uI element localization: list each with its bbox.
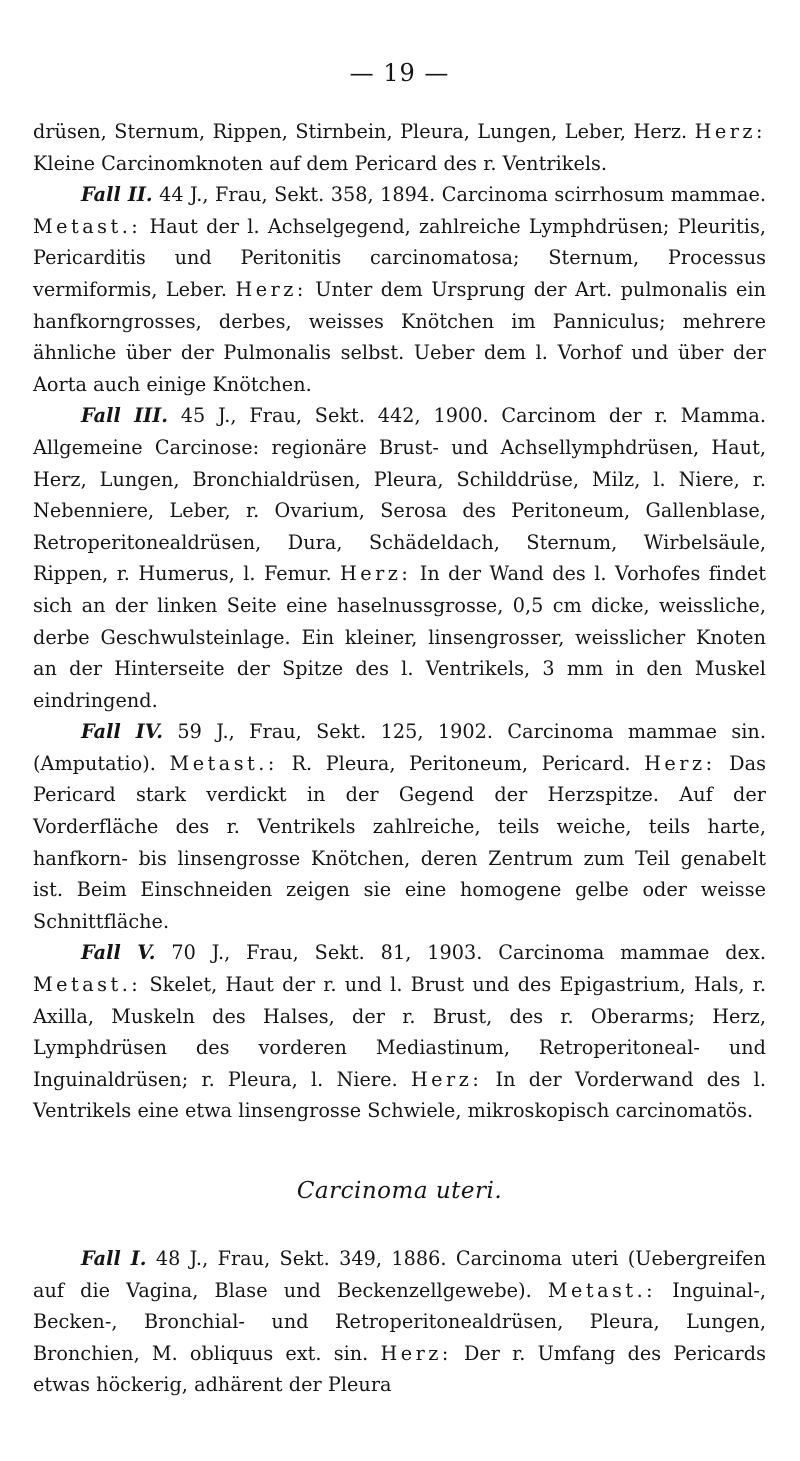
section-heading: Carcinoma uteri.: [296, 1178, 503, 1204]
metast-text: Inguinal-, Becken-, Bronchial- und Retroperitonealdrüsen, Pleura, Lungen, Bronchien, M. obliquus ext. sin.: [33, 1278, 766, 1365]
continuation-text: drüsen, Sternum, Rippen, Stirnbein, Pleura, Lungen, Leber, Herz.: [33, 120, 688, 143]
herz-label: Herz:: [694, 120, 766, 143]
metast-label: Metast.:: [33, 214, 142, 238]
herz-label: Herz:: [380, 1341, 452, 1365]
body-text: [33, 116, 766, 1401]
case-label: Fall V.: [81, 941, 156, 965]
herz-label: Herz:: [410, 1067, 483, 1091]
herz-text: Das Pericard stark verdickt in der Gegend der Herzspitze. Auf der Vorderfläche des r. Ventrikels zahlreiche, teils weiche, teils harte, hanfkorn- bis linsengrosse Knötchen, deren Zentrum zum Teil genabelt ist. Beim Einschneiden zeigen sie eine homogene gelbe oder weisse Schnittfläche.: [33, 751, 766, 933]
page-number: — 19 —: [349, 59, 450, 87]
herz-text: Kleine Carcinomknoten auf dem Pericard des r. Ventrikels.: [33, 151, 608, 175]
metast-label: Metast.:: [547, 1278, 657, 1302]
case-fall-4: [33, 716, 766, 937]
case-uteri-fall-1: [33, 1243, 766, 1401]
metast-text: Haut der l. Achselgegend, zahlreiche Lymphdrüsen; Pleuritis, Pericarditis und Peritonitis carcinomatosa; Sternum, Processus vermiformis, Leber.: [33, 214, 766, 301]
case-intro: 48 J., Frau, Sekt. 349, 1886. Carcinoma uteri (Uebergreifen auf die Vagina, Blase und Beckenzellgewebe).: [33, 1247, 766, 1302]
case-label: Fall I.: [81, 1247, 147, 1270]
case-fall-5: [33, 937, 766, 1127]
case-intro: 44 J., Frau, Sekt. 358, 1894. Carcinoma scirrhosum mammae.: [152, 183, 766, 207]
metast-label: Metast.:: [33, 973, 142, 997]
herz-label: Herz:: [235, 277, 307, 301]
case-label: Fall III.: [81, 404, 168, 428]
herz-text: In der Vorderwand des l. Ventrikels eine etwa linsengrosse Schwiele, mikroskopisch carcinomatös.: [33, 1067, 766, 1123]
metast-text: Skelet, Haut der r. und l. Brust und des Epigastrium, Hals, r. Axilla, Muskeln des Halses, der r. Brust, des r. Oberarms; Herz, Lymphdrüsen des vorderen Mediastinum, Retroperitoneal- und Inguinaldrüsen; r. Pleura, l. Niere.: [33, 973, 766, 1091]
herz-label: Herz:: [339, 562, 412, 586]
paragraph-continuation: [33, 116, 766, 179]
herz-text: Unter dem Ursprung der Art. pulmonalis ein hanfkorngrosses, derbes, weisses Knötchen im Panniculus; mehrere ähnliche über der Pulmonalis selbst. Ueber dem l. Vorhof und über der Aorta auch einige Knötchen.: [33, 277, 766, 396]
case-fall-2: [33, 179, 766, 400]
herz-text: In der Wand des l. Vorhofes findet sich an der linken Seite eine haselnussgrosse, 0,5 cm dicke, weissliche, derbe Geschwulsteinlage. Ein kleiner, linsengrosser, weisslicher Knoten an der Hinterseite der Spitze des l. Ventrikels, 3 mm in den Muskel eindringend.: [33, 562, 766, 712]
case-intro: 59 J., Frau, Sekt. 125, 1902. Carcinoma mammae sin. (Amputatio).: [33, 720, 766, 775]
metast-label: Metast.:: [169, 751, 278, 775]
metast-text: R. Pleura, Peritoneum, Pericard.: [277, 751, 645, 775]
case-label: Fall IV.: [81, 720, 164, 744]
herz-text: Der r. Umfang des Pericards etwas höckerig, adhärent der Pleura: [33, 1341, 766, 1397]
case-intro: 45 J., Frau, Sekt. 442, 1900. Carcinom der r. Mamma. Allgemeine Carcinose: regionäre Brust- und Achsellymphdrüsen, Haut, Herz, Lungen, Bronchialdrüsen, Pleura, Schilddrüse, Milz, l. Niere, r. Nebenniere, Leber, r. Ovarium, Serosa des Peritoneum, Gallenblase, Retroperitonealdrüsen, Dura, Schädeldach, Sternum, Wirbelsäule, Rippen, r. Humerus, l. Femur.: [33, 404, 766, 586]
case-fall-3: [33, 400, 766, 716]
herz-label: Herz:: [644, 751, 716, 775]
case-label: Fall II.: [81, 183, 153, 207]
case-intro: 70 J., Frau, Sekt. 81, 1903. Carcinoma mammae dex.: [155, 941, 766, 965]
